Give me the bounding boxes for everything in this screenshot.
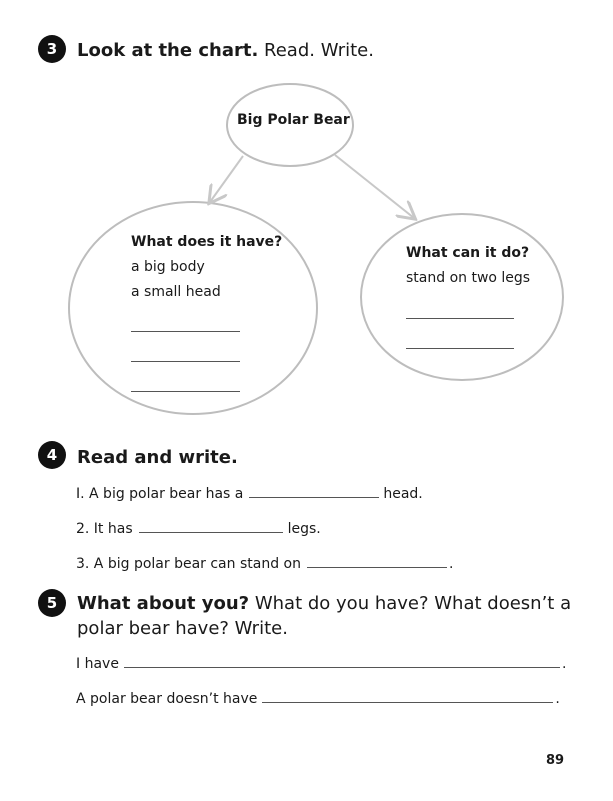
left-node-blank-line[interactable] (131, 391, 240, 392)
item-text-before: I. A big polar bear has a (76, 486, 244, 502)
right-node-blank-line[interactable] (406, 318, 514, 319)
answer-blank[interactable] (307, 555, 447, 568)
exercise-5-line-2 (76, 690, 560, 707)
answer-blank[interactable] (124, 655, 560, 668)
answer-blank[interactable] (249, 485, 379, 498)
exercise-3-title-bold: Look at the chart. (77, 40, 259, 61)
arrow-to-right-node (335, 155, 414, 218)
exercise-4-item-2 (76, 520, 321, 537)
answer-blank[interactable] (139, 520, 283, 533)
exercise-5-title-bold: What about you? (77, 593, 250, 614)
exercise-4-heading (77, 447, 238, 468)
right-node-question: What can it do? (406, 245, 530, 261)
right-node-answer: stand on two legs (406, 270, 531, 286)
exercise-4-item-1 (76, 485, 423, 502)
left-node-answer: a big body (131, 259, 205, 275)
item-text-before: 3. A big polar bear can stand on (76, 556, 301, 572)
arrow-to-left-node (210, 156, 243, 202)
line-text-after: . (555, 691, 560, 707)
exercise-4-item-3 (76, 555, 453, 572)
answer-blank[interactable] (262, 690, 553, 703)
left-node-answer: a small head (131, 284, 221, 300)
exercise-5-line-1 (76, 655, 566, 672)
line-text-after: . (561, 656, 567, 672)
item-text-after: legs. (287, 521, 321, 537)
left-node-blank-line[interactable] (131, 361, 240, 362)
line-text-before: I have (76, 656, 119, 672)
exercise-4-number-badge: 4 (38, 441, 66, 469)
right-node-blank-line[interactable] (406, 348, 514, 349)
right-node-ellipse (361, 214, 563, 380)
left-node-blank-line[interactable] (131, 331, 240, 332)
exercise-5-title-rest: What do you have? What doesn’t a polar bear have? Write. (77, 593, 572, 639)
line-text-before: A polar bear doesn’t have (76, 691, 258, 707)
item-text-after: . (448, 556, 454, 572)
left-node-question: What does it have? (131, 234, 283, 250)
exercise-3-title-rest: Read. Write. (258, 40, 374, 61)
item-text-after: head. (383, 486, 423, 502)
exercise-5-heading (77, 591, 577, 641)
exercise-5-number-badge: 5 (38, 589, 66, 617)
top-node-label: Big Polar Bear (237, 112, 350, 128)
exercise-3-number-badge: 3 (38, 35, 66, 63)
item-text-before: 2. It has (76, 521, 133, 537)
exercise-4-title: Read and write. (77, 447, 238, 468)
page-number: 89 (546, 753, 565, 768)
